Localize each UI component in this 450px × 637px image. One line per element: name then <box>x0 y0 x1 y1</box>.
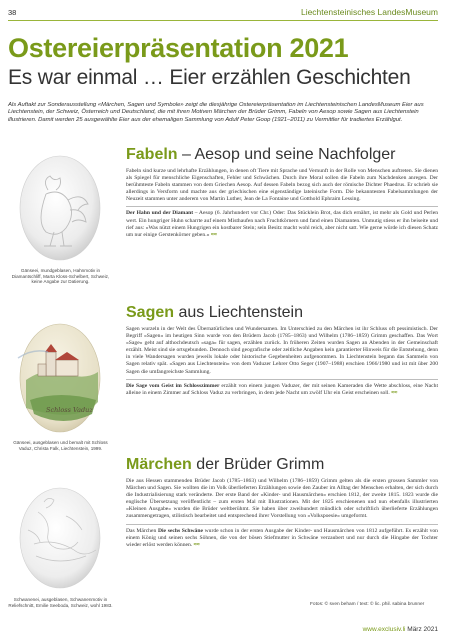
fabeln-separator <box>126 206 438 207</box>
publication-header: Liechtensteinisches LandesMuseum <box>300 7 438 17</box>
end-mark-icon: ≈≈ <box>391 389 398 396</box>
footer <box>363 626 438 633</box>
fabeln-heading: Fabeln – Aesop und seine Nachfolger <box>126 146 396 163</box>
end-mark-icon: ≈≈ <box>210 231 217 238</box>
maerchen-story: Das Märchen Die sechs Schwäne wurde schon in der ersten Ausgabe der Kinder- und Hausmärchen von 1812 aufgeführt. Es erzählt von einem König und seinen sechs Söhnen, die von der bösen Stiefmutter in Schwäne verzaubert und nur durch die Hingabe der Tochter wieder erlöst werden können. ≈≈ <box>126 527 438 548</box>
end-mark-icon: ≈≈ <box>193 541 200 548</box>
section-sagen <box>126 304 438 397</box>
rooster-egg-image <box>8 150 113 265</box>
castle-egg-caption: Gänseei, ausgeblasen und bemalt mit Schloss Vaduz, Christa Falk, Liechtenstein, 1999. <box>13 440 108 451</box>
page-subtitle: Es war einmal … Eier erzählen Geschichten <box>8 66 411 89</box>
sagen-body: Sagen wurzeln in der Welt des Übernatürlichen und Wundersamen. Im Unterschied zu den Märchen ist ihr Schluss oft pessimistisch. Der Begriff «Sagen» im heutigen Sinn wurde von den Brüdern Jacob (1785–1863) und Wilhelm (1786–1859) Grimm geschaffen. Das Wort «Sage» geht auf althochdeutsch «saga» für sagen, erzählen zurück. In früheren Zeiten wurden Sagen an Abenden in der Gemeinschaft erzählt. Meist sind sie ortsgebunden. Dennoch sind geografische oder zeitliche Angaben kein garantierter Hinweis für die Entstehung, denn in viele Wandersagen wurden jeweils lokale oder historische Gegebenheiten aufgenommen. In Liechtenstein begann das Sammeln von Sagen relativ spät. «Sagen aus Liechtenstein» von dem Vaduzer Lehrer Otto Seger (1907–1988) erschien 1966/1980 und ist mit über 200 Sagen die umfangreichste Sammlung. <box>126 326 438 375</box>
page-title: Ostereierpräsentation 2021 <box>8 33 349 63</box>
castle-egg-image <box>8 318 113 436</box>
footer-issue: März 2021 <box>405 626 438 633</box>
sagen-story: Die Sage vom Geist im Schlosszimmer erzählt von einem jungen Vaduzer, der mit seinen Kameraden die Wette abschloss, eine Nacht alleine in einem Zimmer auf Schloss Vaduz zu verbringen, in dem jede Nacht um zwölf Uhr ein Geist erscheinen soll. ≈≈ <box>126 382 438 396</box>
sagen-separator <box>126 379 438 380</box>
castle-egg-label: Schloss Vaduz <box>46 406 93 414</box>
page-number: 38 <box>8 8 17 17</box>
swan-egg-image <box>8 482 113 594</box>
maerchen-heading: Märchen der Brüder Grimm <box>126 456 325 473</box>
section-fabeln <box>126 146 438 239</box>
section-maerchen <box>126 456 438 549</box>
lead-paragraph: Als Auftakt zur Sonderausstellung «Märchen, Sagen und Symbole» zeigt die diesjährige Ostereierpräsentation im Liechtensteinischen LandesMuseum Eier aus Liechtenstein, der Schweiz, Österreich und Deutschland, die mit ihren Motiven Märchen der Brüder Grimm, Fabeln von Aesop sowie Sagen aus Liechtenstein illustrieren. Damit werden 25 ausgewählte Eier aus der ehemaligen Sammlung von Adulf Peter Goop (1921–2011) zu Vermittler für tradiertes Erzählgut. <box>8 102 424 123</box>
maerchen-body: Die aus Hessen stammenden Brüder Jacob (1785–1863) und Wilhelm (1786–1859) Grimm gelten als die ersten grossen Sammler von Märchen und Sagen. Sie wollten die im Volk überlieferten Erzählungen sowie den Zauber im Alltag der Menschen erhalten, der sich durch die Industrialisierung stark veränderte. Der erste Band der «Kinder- und Hausmärchen» erschien 1812, der zweite 1815. 1823 wurde die englische Übersetzung veröffentlicht – zum ersten Mal mit Illustrationen. Mit der 1825 erschienenen und nun ebenfalls illustrierten «Kleinen Ausgabe» wurden die Brüder weltberühmt. Sie haben über zweihundert mündlich oder schriftlich überlieferte Erzählungen zusammengetragen, stilistisch bearbeitet und entsprechend ihrer Vorstellung von «Volkspoesie» umgeformt. <box>126 478 438 520</box>
rooster-egg-caption: Gänseei, mundgeblasen, Hahnmotiv in Diamantschliff, Marta Kloss-Schelbert, Schweiz, keine Angabe zur Datierung. <box>11 268 110 285</box>
swan-egg-caption: Schwanenei, ausgeblasen, Schwanenmotiv in Reliefschnitt, Emilie Seeboda, Schweiz, wohl 1983. <box>8 597 113 608</box>
footer-url[interactable]: www.exclusiv.li <box>362 626 406 633</box>
photo-credits: Fotos: © sven beham / text: © lic. phil. sabina brunner <box>310 602 425 607</box>
fabeln-story: Der Hahn und der Diamant – Aesop (6. Jahrhundert vor Chr.) Oder: Das Stücklein Brot, das dich ernährt, ist mehr als Gold und Perlen wert. Ein hungriger Huhn scharrte auf einem Misthaufen nach Fruchtkörnern und fand einen Diamanten. Unmutig stiess er ihn beiseite und rief aus: «Was nützt einem Hungrigen ein kostbarer Stein; sein Besitz macht wohl reich, aber nicht satt. Wie gerne würde ich diesen Schatz um nur einige Gerstenkörner geben.» ≈≈ <box>126 210 438 238</box>
maerchen-separator <box>126 524 438 525</box>
header-rule <box>8 20 438 21</box>
sagen-heading: Sagen aus Liechtenstein <box>126 304 303 321</box>
fabeln-body: Fabeln sind kurze und lehrhafte Erzählungen, in denen oft Tiere mit Sprache und Vernunft in der Rolle von Menschen auftreten. Sie dienen als Spiegel für menschliche Eigenschaften, Fehler und Schwächen. Durch ihre Moral sollen die Fabeln zum Nachdenken anregen. Der berühmteste Fabeln stammen von dem Griechen Aesop. Auf dessen Fabeln bezog sich auch der römische Dichter Phaedrus. Er schrieb sie allerdings in Versform und machte aus der griechischen eine eigenständige lateinische Form. Die bekanntesten Fabelsammlungen der Neuzeit stammen unter anderem von Martin Luther, Jean de La Fontaine und Gotthold Ephraim Lessing. <box>126 168 438 203</box>
